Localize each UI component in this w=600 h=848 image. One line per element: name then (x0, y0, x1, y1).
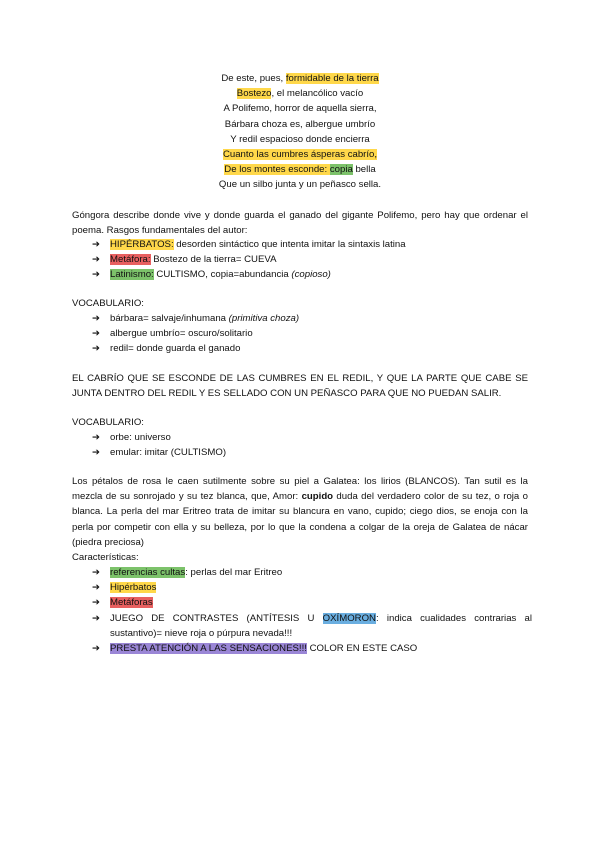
poem-line: De los montes esconde: copia bella (224, 164, 376, 176)
poem-line: Bárbara choza es, albergue umbrío (224, 118, 376, 130)
poem-line: A Polifemo, horror de aquella sierra, (223, 103, 377, 115)
highlight-green: copia (329, 164, 353, 176)
vocab2-title: VOCABULARIO: (72, 417, 144, 428)
arrow-icon: ➔ (92, 447, 101, 459)
poem-line (0, 147, 600, 162)
poem (0, 71, 600, 193)
galatea-paragraph: Los pétalos de rosa le caen sutilmente sobre su piel a Galatea: los lirios (BLANCOS). Tan sutil es la mezcla de su sonrojado y su tez blanca, que, Amor: cupido duda del verdadero color de su tez, o roja o blanca. La perla del mar Eritreo trata de imitar su blancura en vano, cupido; ciego dios, se enoja con la perla por competir con ella y su belleza, por lo que la condena a colgar de la oreja de Galatea de nácar (piedra preciosa) (72, 476, 528, 548)
poem-line: Bostezo, el melancólico vacío (236, 88, 364, 100)
poem-line: Y redil espacioso donde encierra (230, 133, 370, 145)
highlight-yellow: formidable de la tierra (285, 73, 379, 84)
arrow-icon: ➔ (92, 582, 101, 594)
arrow-icon: ➔ (92, 313, 101, 324)
highlight-yellow: De los montes esconde: (224, 164, 330, 176)
intro-paragraph: Góngora describe donde vive y donde guarda el ganado del gigante Polifemo, pero hay que ordenar el poema. Rasgos fundamentales del autor: (72, 210, 528, 237)
list-item: ➔ referencias cultas: perlas del mar Eritreo (92, 565, 532, 580)
highlight-green: referencias cultas (110, 567, 186, 578)
highlight-purple: PRESTA ATENCIÓN A LAS SENSACIONES!!! (110, 643, 307, 655)
list-item: ➔ Metáfora: Bostezo de la tierra= CUEVA (92, 252, 532, 267)
caracteristicas-list (92, 565, 532, 656)
arrow-icon: ➔ (92, 269, 101, 281)
list-item (92, 580, 532, 595)
arrow-icon: ➔ (92, 612, 101, 624)
list-item: ➔ HIPÉRBATOS: desorden sintáctico que intenta imitar la sintaxis latina (92, 237, 532, 252)
highlight-red: Metáfora: (110, 254, 151, 266)
arrow-icon: ➔ (92, 254, 101, 266)
highlight-yellow: Cuanto las cumbres ásperas cabrío, (222, 149, 378, 161)
arrow-icon: ➔ (92, 432, 101, 443)
list-item: ➔ emular: imitar (CULTISMO) (92, 445, 532, 460)
highlight-blue: OXÍMORON (322, 612, 376, 624)
list-item: ➔ bárbara= salvaje/inhumana (primitiva choza) (92, 311, 532, 326)
list-item: ➔ PRESTA ATENCIÓN A LAS SENSACIONES!!! COLOR EN ESTE CASO (92, 641, 532, 656)
arrow-icon: ➔ (92, 643, 101, 655)
highlight-yellow: Hipérbatos (110, 582, 157, 594)
highlight-yellow: Bostezo (236, 88, 272, 100)
list-item: ➔ redil= donde guarda el ganado (92, 341, 532, 356)
list-item: ➔ orbe: universo (92, 430, 532, 445)
vocab1-list (92, 311, 532, 357)
highlight-red: Metáforas (110, 597, 153, 609)
vocab1-title: VOCABULARIO: (72, 298, 144, 309)
arrow-icon: ➔ (92, 567, 101, 578)
rasgos-list (92, 237, 532, 283)
poem-line: Que un silbo junta y un peñasco sella. (218, 179, 382, 191)
list-item: ➔ albergue umbrío= oscuro/solitario (92, 326, 532, 341)
highlight-green: Latinismo: (110, 269, 154, 281)
arrow-icon: ➔ (92, 597, 101, 609)
arrow-icon: ➔ (92, 328, 101, 340)
caracteristicas-title: Características: (72, 552, 139, 563)
summary-paragraph: EL CABRÍO QUE SE ESCONDE DE LAS CUMBRES EN EL REDIL, Y QUE LA PARTE QUE CABE SE JUNTA DENTRO DEL REDIL Y ES SELLADO CON UN PEÑASCO PARA QUE NO PUEDAN SALIR. (72, 373, 528, 400)
arrow-icon: ➔ (92, 239, 101, 250)
poem-line: De este, pues, formidable de la tierra (221, 73, 379, 84)
highlight-yellow: HIPÉRBATOS: (110, 239, 174, 250)
list-item: ➔ JUEGO DE CONTRASTES (ANTÍTESIS U OXÍMORON: indica cualidades contrarias al sustantivo)= nieve roja o púrpura nevada!!! (92, 612, 532, 639)
list-item (92, 595, 532, 610)
list-item: ➔ Latinismo: CULTISMO, copia=abundancia (copioso) (92, 267, 532, 282)
vocab2-list (92, 430, 532, 460)
arrow-icon: ➔ (92, 343, 101, 355)
